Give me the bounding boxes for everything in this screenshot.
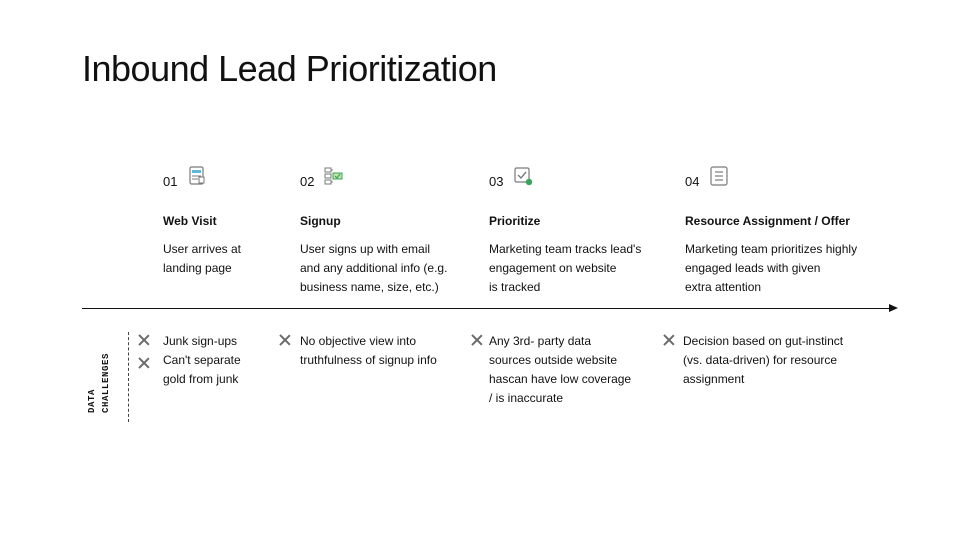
step-signup (300, 166, 447, 297)
step-description-line: Marketing team prioritizes highly (685, 242, 858, 256)
step-description-line: User arrives at (163, 242, 242, 256)
checkbox-tracking-icon (513, 166, 533, 186)
step-description-line: extra attention (685, 280, 762, 294)
step-description-line: User signs up with email (300, 242, 431, 256)
step-description-line: engagement on website (489, 261, 617, 275)
step-prioritize (489, 166, 641, 297)
challenge-line: No objective view into (300, 334, 417, 348)
step-description (163, 240, 241, 278)
step-title: Web Visit (163, 214, 217, 228)
page-title: Inbound Lead Prioritization (82, 48, 497, 89)
step-description-line: engaged leads with given (685, 261, 821, 275)
challenge-signup (300, 332, 437, 370)
step-number: 04 (685, 174, 700, 189)
step-title: Signup (300, 214, 341, 228)
step-web-visit (163, 166, 241, 278)
challenge-prioritize (489, 332, 631, 408)
data-challenges-label (86, 345, 126, 415)
step-description-line: landing page (163, 261, 232, 275)
challenge-line: (vs. data-driven) for resource (683, 353, 838, 367)
challenge-line: / is inaccurate (489, 391, 564, 405)
x-icon (663, 334, 675, 346)
signup-form-icon (324, 166, 344, 186)
step-description (489, 240, 641, 297)
step-number: 03 (489, 174, 504, 189)
challenge-line: assignment (683, 372, 745, 386)
data-challenges-label-line: DATA (87, 388, 97, 413)
x-icon (138, 334, 150, 346)
step-description-line: and any additional info (e.g. (300, 261, 448, 275)
step-title: Prioritize (489, 214, 541, 228)
challenge-line: Can't separate (163, 353, 241, 367)
step-description-line: is tracked (489, 280, 541, 294)
challenge-line: Any 3rd- party data (489, 334, 592, 348)
challenge-line: hascan have low coverage (489, 372, 632, 386)
challenge-resource-assignment (683, 332, 843, 389)
x-icon (138, 357, 150, 369)
step-number: 02 (300, 174, 315, 189)
document-list-icon (709, 166, 729, 186)
step-description-line: Marketing team tracks lead's (489, 242, 642, 256)
challenge-web-visit (163, 332, 241, 389)
data-challenges-divider (128, 332, 129, 422)
timeline-arrow-icon (889, 304, 898, 312)
challenge-line: gold from junk (163, 372, 239, 386)
step-title: Resource Assignment / Offer (685, 214, 850, 228)
data-challenges-label-line: CHALLENGES (101, 352, 111, 413)
step-description-line: business name, size, etc.) (300, 280, 439, 294)
x-icon (279, 334, 291, 346)
challenge-line: Junk sign-ups (163, 334, 238, 348)
challenge-line: Decision based on gut-instinct (683, 334, 844, 348)
step-number: 01 (163, 174, 178, 189)
step-resource-assignment (685, 166, 857, 297)
challenge-line: sources outside website (489, 353, 618, 367)
timeline-axis (82, 308, 890, 309)
step-description (300, 240, 447, 297)
step-description (685, 240, 857, 297)
x-icon (471, 334, 483, 346)
web-page-icon (187, 166, 207, 186)
challenge-line: truthfulness of signup info (300, 353, 437, 367)
